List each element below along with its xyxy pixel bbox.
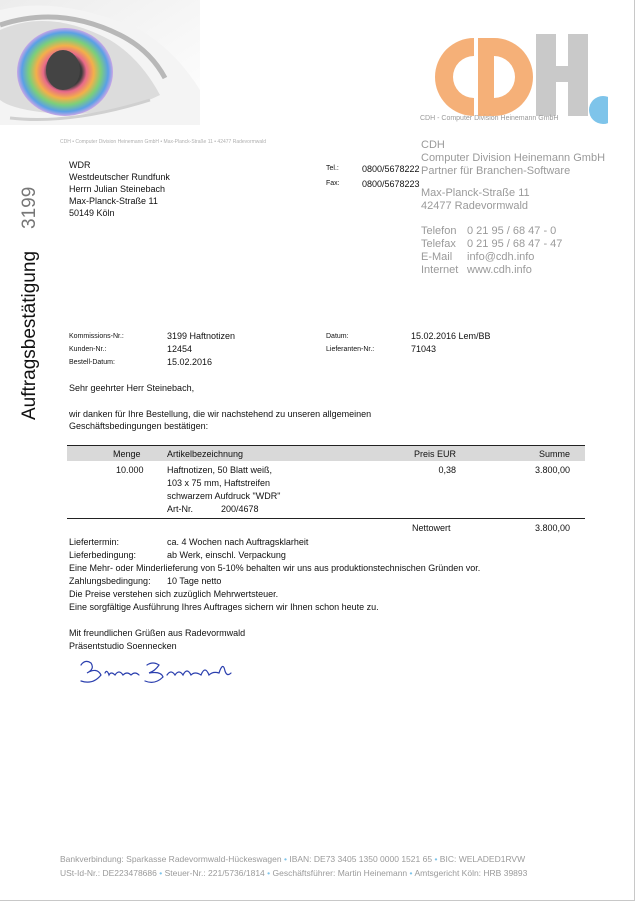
company-address (421, 187, 530, 213)
row-artnr: 200/4678 (221, 504, 259, 514)
row-desc-3: schwarzem Aufdruck "WDR" (167, 491, 281, 501)
fax-label: Fax: (326, 180, 340, 187)
company-contacts (421, 225, 562, 277)
intro-line-2: Geschäftsbedingungen bestätigen: (69, 421, 209, 431)
footer-separator: • (434, 854, 438, 864)
closing-sender: Präsentstudio Soennecken (69, 641, 177, 651)
datum-label: Datum: (326, 333, 349, 340)
footer-bic: BIC: WELADED1RVW (439, 854, 526, 864)
recipient-line: Westdeutscher Rundfunk (69, 172, 170, 182)
telefax-label: Telefax (421, 238, 456, 250)
netto-label: Nettowert (412, 523, 451, 533)
tel-value: 0800/5678222 (362, 164, 420, 174)
row-desc-2: 103 x 75 mm, Haftstreifen (167, 478, 271, 488)
bestell-label: Bestell-Datum: (69, 359, 115, 366)
table-bottom-rule (67, 518, 585, 519)
document-title (18, 160, 42, 420)
telefon-label: Telefon (421, 225, 457, 237)
recipient-line: WDR (69, 160, 91, 170)
recipient-line: 50149 Köln (69, 208, 115, 218)
title-number: 3199 (19, 186, 40, 229)
row-desc-1: Haftnotizen, 50 Blatt weiß, (167, 465, 273, 475)
email-label: E-Mail (421, 251, 453, 263)
lieferbedingung-value: ab Werk, einschl. Verpackung (167, 550, 286, 560)
zahlung-label: Zahlungsbedingung: (69, 576, 151, 586)
row-menge: 10.000 (116, 465, 144, 475)
footer-line-2 (60, 868, 527, 879)
terms-line-6: Eine sorgfältige Ausführung Ihres Auftrages sichern wir Ihnen schon heute zu. (69, 602, 379, 612)
recipient-address (69, 159, 170, 219)
footer-separator: • (159, 868, 163, 878)
row-artnr-label: Art-Nr. (167, 504, 193, 514)
telefon-value: 0 21 95 / 68 47 - 0 (467, 225, 557, 237)
kommission-value: 3199 Haftnotizen (167, 331, 236, 341)
internet-value: www.cdh.info (467, 264, 532, 276)
liefertermin-label: Liefertermin: (69, 537, 120, 547)
terms-line-3: Eine Mehr- oder Minderlieferung von 5-10% behalten wir uns aus produktionstechnischen Gründen vor. (69, 563, 481, 573)
col-menge: Menge (113, 449, 141, 459)
lieferbedingung-label: Lieferbedingung: (69, 550, 137, 560)
footer-amtsgericht: Amtsgericht Köln: HRB 39893 (414, 868, 528, 878)
recipient-line: Herrn Julian Steinebach (69, 184, 166, 194)
footer-bank: Bankverbindung: Sparkasse Radevormwald-Hückeswagen (60, 854, 282, 864)
company-street: Max-Planck-Straße 11 (421, 187, 530, 199)
company-name-short: CDH (421, 139, 445, 151)
email-value: info@cdh.info (467, 251, 535, 263)
title-label: Auftragsbestätigung (19, 250, 40, 420)
company-name: Computer Division Heinemann GmbH (421, 152, 606, 164)
zahlung-value: 10 Tage netto (167, 576, 222, 586)
bestell-value: 15.02.2016 (167, 357, 213, 367)
footer-steuer: Steuer-Nr.: 221/5736/1814 (164, 868, 265, 878)
cdh-logo (418, 28, 608, 128)
netto-value: 3.800,00 (534, 523, 570, 533)
tel-label: Tel.: (326, 165, 339, 172)
footer-separator: • (409, 868, 413, 878)
footer-gf: Geschäftsführer: Martin Heinemann (272, 868, 408, 878)
liefertermin-value: ca. 4 Wochen nach Auftragsklarheit (167, 537, 309, 547)
col-summe: Summe (538, 449, 570, 459)
footer-separator: • (267, 868, 271, 878)
terms-line-5: Die Preise verstehen sich zuzüglich Mehrwertsteuer. (69, 589, 279, 599)
signature (75, 651, 235, 691)
fax-value: 0800/5678223 (362, 179, 420, 189)
col-preis: Preis EUR (413, 449, 456, 459)
lieferanten-value: 71043 (411, 344, 437, 354)
eye-image (0, 0, 200, 125)
lieferanten-label: Lieferanten-Nr.: (326, 346, 375, 353)
internet-label: Internet (421, 264, 459, 276)
col-artikel: Artikelbezeichnung (167, 449, 244, 459)
row-preis: 0,38 (438, 465, 456, 475)
intro-line-1: wir danken für Ihre Bestellung, die wir nachstehend zu unseren allgemeinen (69, 409, 372, 419)
kunden-label: Kunden-Nr.: (69, 346, 107, 353)
row-summe: 3.800,00 (534, 465, 570, 475)
salutation: Sehr geehrter Herr Steinebach, (69, 383, 195, 393)
kunden-value: 12454 (167, 344, 193, 354)
footer-line-1 (60, 854, 525, 865)
datum-value: 15.02.2016 Lem/BB (411, 331, 491, 341)
company-city: 42477 Radevormwald (421, 200, 529, 212)
footer-ustid: USt-Id-Nr.: DE223478686 (60, 868, 157, 878)
logo-subtitle: CDH - Computer Division Heinemann GmbH (420, 115, 559, 122)
sender-tagline: CDH • Computer Division Heinemann GmbH • Max-Planck-Straße 11 • 42477 Radevormwald (60, 139, 267, 145)
footer-iban: IBAN: DE73 3405 1350 0000 1521 65 (289, 854, 433, 864)
kommission-label: Kommissions-Nr.: (69, 333, 124, 340)
company-block (421, 139, 605, 178)
closing-greeting: Mit freundlichen Grüßen aus Radevormwald (69, 628, 246, 638)
recipient-line: Max-Planck-Straße 11 (69, 196, 158, 206)
footer-separator: • (283, 854, 287, 864)
telefax-value: 0 21 95 / 68 47 - 47 (467, 238, 563, 250)
company-slogan: Partner für Branchen-Software (421, 165, 571, 177)
